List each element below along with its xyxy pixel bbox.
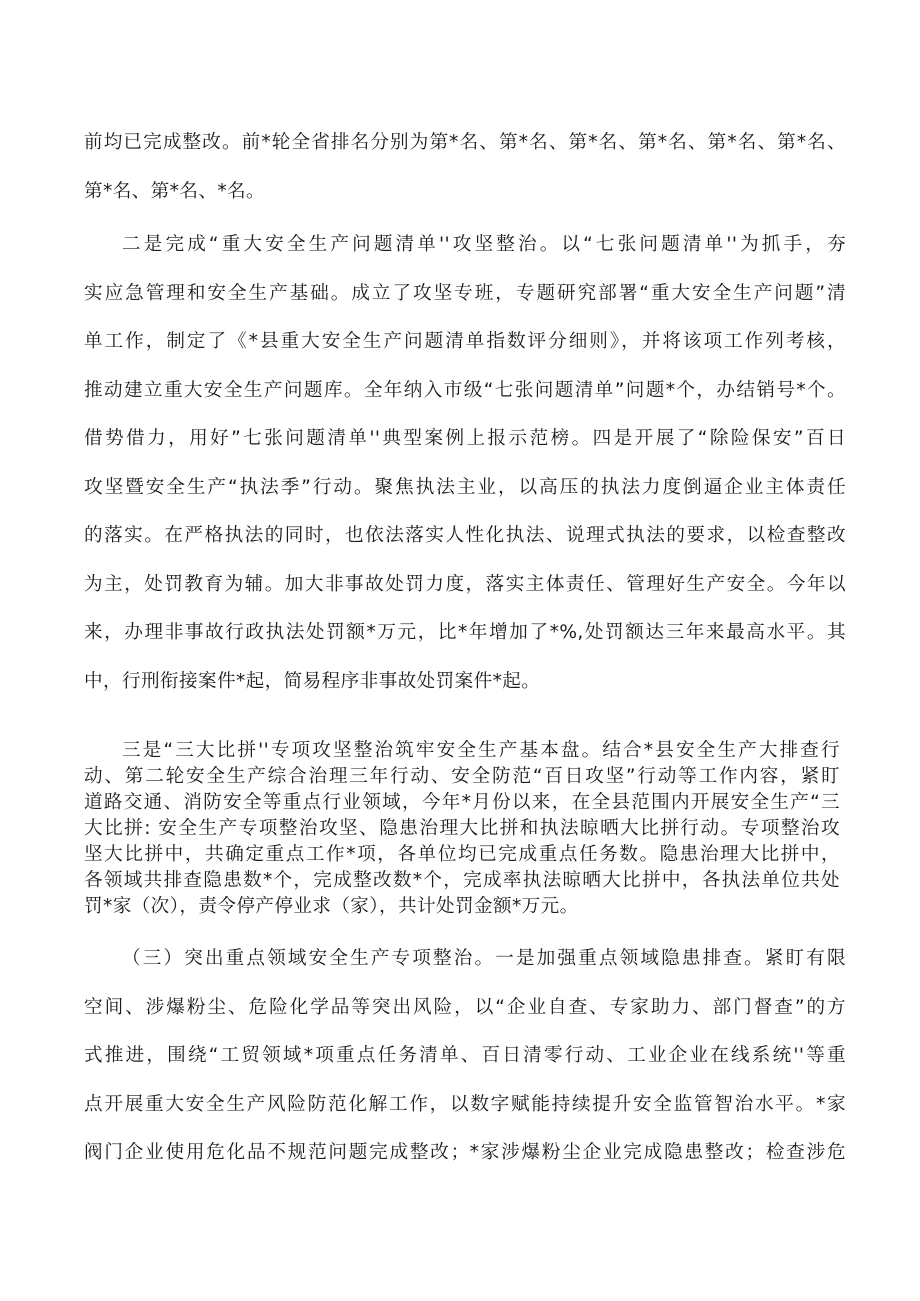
text-line: 大比拼: 安全生产专项整治攻坚、隐患治理大比拼和执法晾晒大比拼行动。专项整治攻: [84, 818, 840, 839]
text-line: 罚*家（次），责令停产停业求（家），共计处罚金额*万元。: [84, 896, 579, 917]
text-line: 各领域共排查隐患数*个，完成整改数*个，完成率执法晾晒大比拼中，各执法单位共处: [84, 870, 840, 891]
text-line: 阀门企业使用危化品不规范问题完成整改；*家涉爆粉尘企业完成隐患整改；检查涉危: [84, 1142, 846, 1163]
text-line: 式推进，围绕“工贸领域*项重点任务清单、百日清零行动、工业企业在线系统''等重: [84, 1045, 846, 1066]
text-line: 点开展重大安全生产风险防范化解工作，以数字赋能持续提升安全监管智治水平。*家: [84, 1093, 846, 1115]
text-line: （三）突出重点领域安全生产专项整治。一是加强重点领域隐患排查。紧盯有限: [122, 948, 846, 969]
text-line: 来，办理非事故行政执法处罚额*万元，比*年增加了*%,处罚额达三年来最高水平。其: [84, 622, 846, 643]
text-line: 坚大比拼中，共确定重点工作*项，各单位均已完成重点任务数。隐患治理大比拼中，: [84, 844, 840, 865]
text-line: 的落实。在严格执法的同时，也依法落实人性化执法、说理式执法的要求，以检查整改: [84, 525, 846, 546]
text-line: 实应急管理和安全生产基础。成立了攻坚专班，专题研究部署“重大安全生产问题”清: [84, 282, 846, 304]
paragraph-key-areas: [84, 935, 846, 1178]
text-line: 第*名、第*名、*名。: [84, 180, 266, 202]
text-line: 单工作，制定了《*县重大安全生产问题清单指数评分细则》，并将该项工作列考核，: [84, 331, 846, 352]
text-line: 中，行刑衔接案件*起，简易程序非事故处罚案件*起。: [84, 670, 541, 692]
text-line: 三是“三大比拼''专项攻坚整治筑牢安全生产基本盘。结合*县安全生产大排查行: [122, 740, 840, 761]
paragraph-ranking: [84, 119, 846, 216]
text-line: 道路交通、消防安全等重点行业领域，今年*月份以来，在全县范围内开展安全生产“三: [84, 792, 840, 813]
text-line: 前均已完成整改。前*轮全省排名分别为第*名、第*名、第*名、第*名、第*名、第*名、: [84, 132, 846, 153]
text-line: 二是完成“重大安全生产问题清单''攻坚整治。以“七张问题清单''为抓手，夯: [122, 234, 846, 255]
paragraph-three-competitions: [84, 738, 840, 920]
text-line: 借势借力，用好”七张问题清单''典型案例上报示范榜。四是开展了“除险保安”百日: [84, 428, 846, 449]
text-line: 空间、涉爆粉尘、危险化学品等突出风险，以“企业自查、专家助力、部门督查”的方: [84, 996, 846, 1018]
text-line: 为主，处罚教育为辅。加大非事故处罚力度，落实主体责任、管理好生产安全。今年以: [84, 573, 846, 595]
text-line: 攻坚暨安全生产“执法季”行动。聚焦执法主业，以高压的执法力度倒逼企业主体责任: [84, 476, 846, 498]
text-line: 动、第二轮安全生产综合治理三年行动、安全防范“百日攻坚”行动等工作内容，紧盯: [84, 766, 840, 787]
text-line: 推动建立重大安全生产问题库。全年纳入市级“七张问题清单”问题*个，办结销号*个。: [84, 379, 846, 401]
paragraph-problem-list: [84, 221, 846, 706]
